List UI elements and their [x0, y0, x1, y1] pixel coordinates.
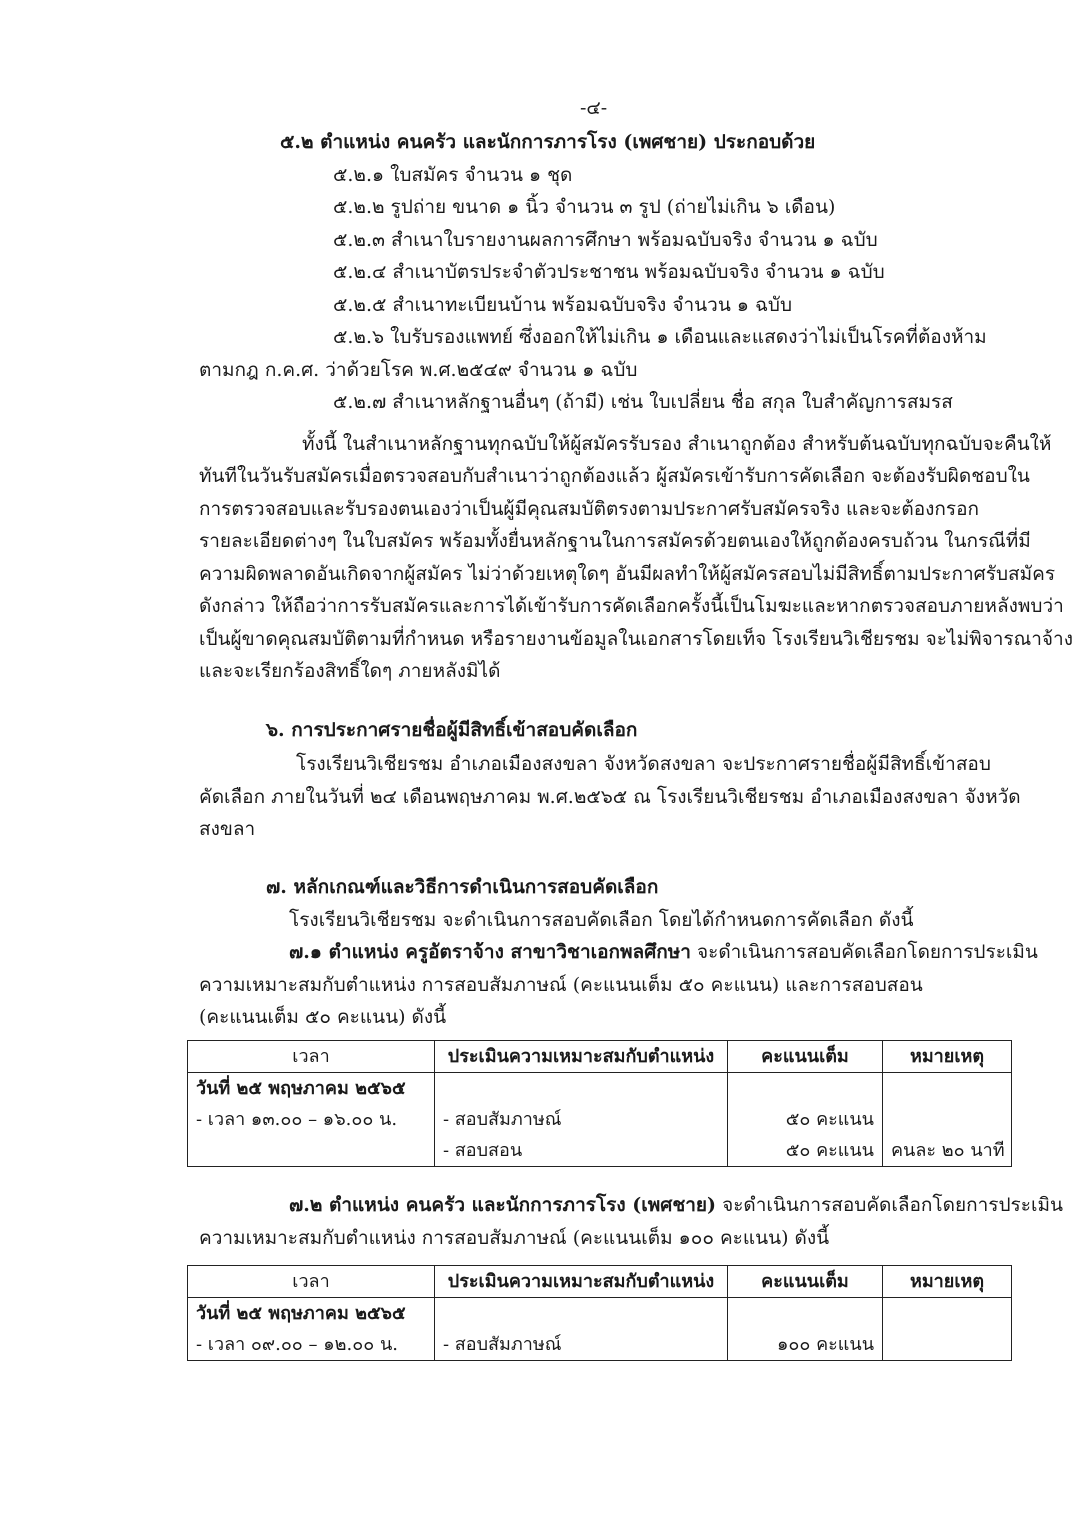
list-item: ๕.๒.๒ รูปถ่าย ขนาด ๑ นิ้ว จำนวน ๓ รูป (ถ่ายไม่เกิน ๖ เดือน): [333, 196, 836, 218]
table-header-cell: เวลา: [188, 1041, 435, 1073]
table-cell: [435, 1298, 728, 1330]
notice-line: รายละเอียดต่างๆ ในใบสมัคร พร้อมทั้งยื่นหลักฐานในการสมัครด้วยตนเองให้ถูกต้องครบถ้วน ในกรณีที่มี: [199, 530, 1031, 552]
table-cell-time: - เวลา ๑๓.๐๐ – ๑๖.๐๐ น.: [188, 1104, 435, 1135]
table-cell: [883, 1298, 1012, 1330]
list-item: ๕.๒.๑ ใบสมัคร จำนวน ๑ ชุด: [333, 164, 573, 186]
table-row: [188, 1329, 1012, 1361]
section-6-line: โรงเรียนวิเชียรชม อำเภอเมืองสงขลา จังหวัดสงขลา จะประกาศรายชื่อผู้มีสิทธิ์เข้าสอบ: [296, 753, 991, 775]
table-cell-date: วันที่ ๒๕ พฤษภาคม ๒๕๖๕: [188, 1073, 435, 1105]
table-cell-activity: - สอบสัมภาษณ์: [435, 1104, 728, 1135]
page-number: -๔-: [580, 97, 608, 119]
section-7-2-line: ความเหมาะสมกับตำแหน่ง การสอบสัมภาษณ์ (คะแนนเต็ม ๑๐๐ คะแนน) ดังนี้: [199, 1227, 830, 1249]
table-header-row: [188, 1041, 1012, 1073]
table-cell-activity: - สอบสัมภาษณ์: [435, 1329, 728, 1361]
table-cell: [188, 1135, 435, 1167]
table-header-cell: คะแนนเต็ม: [728, 1041, 883, 1073]
table-cell: [435, 1073, 728, 1105]
table-row: [188, 1135, 1012, 1167]
list-item: ๕.๒.๓ สำเนาใบรายงานผลการศึกษา พร้อมฉบับจริง จำนวน ๑ ฉบับ: [333, 229, 878, 251]
list-item: ๕.๒.๖ ใบรับรองแพทย์ ซึ่งออกให้ไม่เกิน ๑ เดือนและแสดงว่าไม่เป็นโรคที่ต้องห้าม: [333, 326, 987, 348]
table-cell-score: ๑๐๐ คะแนน: [728, 1329, 883, 1361]
section-7-1-line: ความเหมาะสมกับตำแหน่ง การสอบสัมภาษณ์ (คะแนนเต็ม ๕๐ คะแนน) และการสอบสอน: [199, 974, 923, 996]
section-6-line: คัดเลือก ภายในวันที่ ๒๔ เดือนพฤษภาคม พ.ศ.๒๕๖๕ ณ โรงเรียนวิเชียรชม อำเภอเมืองสงขลา จังหวัด: [199, 786, 1021, 808]
table-cell-note: คนละ ๒๐ นาที: [883, 1135, 1012, 1167]
notice-line: เป็นผู้ขาดคุณสมบัติตามที่กำหนด หรือรายงานข้อมูลในเอกสารโดยเท็จ โรงเรียนวิเชียรชม จะไม่พิจารณาจ้าง: [199, 628, 1073, 650]
table-header-row: [188, 1266, 1012, 1298]
notice-line: ดังกล่าว ให้ถือว่าการรับสมัครและการได้เข้ารับการคัดเลือกครั้งนี้เป็นโมฆะและหากตรวจสอบภายหลังพบว่า: [199, 595, 1064, 617]
table-cell-note: [883, 1329, 1012, 1361]
notice-line: และจะเรียกร้องสิทธิ์ใดๆ ภายหลังมิได้: [199, 660, 501, 682]
notice-line: การตรวจสอบและรับรองตนเองว่าเป็นผู้มีคุณสมบัติตรงตามประกาศรับสมัครจริง และจะต้องกรอก: [199, 498, 980, 520]
notice-line: ความผิดพลาดอันเกิดจากผู้สมัคร ไม่ว่าด้วยเหตุใดๆ อันมีผลทำให้ผู้สมัครสอบไม่มีสิทธิ์ตามประกาศรับสมัคร: [199, 563, 1056, 585]
section-7-1-line: [289, 938, 1038, 966]
notice-line: ทันทีในวันรับสมัครเมื่อตรวจสอบกับสำเนาว่าถูกต้องแล้ว ผู้สมัครเข้ารับการคัดเลือก จะต้องรับผิดชอบใน: [199, 465, 1030, 487]
table-cell: [728, 1298, 883, 1330]
table-row: [188, 1073, 1012, 1105]
table-header-cell: หมายเหตุ: [883, 1266, 1012, 1298]
table-header-cell: เวลา: [188, 1266, 435, 1298]
list-item-continuation: ตามกฎ ก.ค.ศ. ว่าด้วยโรค พ.ศ.๒๕๔๙ จำนวน ๑ ฉบับ: [199, 359, 638, 381]
schedule-table-7-1: [187, 1040, 1012, 1167]
table-row: [188, 1298, 1012, 1330]
section-7-intro: โรงเรียนวิเชียรชม จะดำเนินการสอบคัดเลือก โดยได้กำหนดการคัดเลือก ดังนี้: [289, 909, 914, 931]
list-item: ๕.๒.๗ สำเนาหลักฐานอื่นๆ (ถ้ามี) เช่น ใบเปลี่ยน ชื่อ สกุล ใบสำคัญการสมรส: [333, 391, 953, 413]
section-7-2-text: จะดำเนินการสอบคัดเลือกโดยการประเมิน: [716, 1194, 1063, 1216]
table-row: [188, 1104, 1012, 1135]
section-7-1-line: (คะแนนเต็ม ๕๐ คะแนน) ดังนี้: [199, 1006, 447, 1028]
section-6-heading: ๖. การประกาศรายชื่อผู้มีสิทธิ์เข้าสอบคัดเลือก: [266, 719, 638, 741]
list-item: ๕.๒.๕ สำเนาทะเบียนบ้าน พร้อมฉบับจริง จำนวน ๑ ฉบับ: [333, 294, 793, 316]
table-cell-note: [883, 1104, 1012, 1135]
table-cell-date: วันที่ ๒๕ พฤษภาคม ๒๕๖๕: [188, 1298, 435, 1330]
section-7-1-title: ๗.๑ ตำแหน่ง ครูอัตราจ้าง สาขาวิชาเอกพลศึกษา: [289, 941, 691, 963]
section-7-1-text: จะดำเนินการสอบคัดเลือกโดยการประเมิน: [690, 941, 1038, 963]
notice-line: ทั้งนี้ ในสำเนาหลักฐานทุกฉบับให้ผู้สมัครรับรอง สำเนาถูกต้อง สำหรับต้นฉบับทุกฉบับจะคืนให้: [302, 433, 1052, 455]
section-7-2-line: [289, 1191, 1063, 1219]
schedule-table-7-2: [187, 1265, 1012, 1361]
table-header-cell: คะแนนเต็ม: [728, 1266, 883, 1298]
section-5-2-heading: ๕.๒ ตำแหน่ง คนครัว และนักการภารโรง (เพศชาย) ประกอบด้วย: [280, 131, 816, 153]
section-7-2-title: ๗.๒ ตำแหน่ง คนครัว และนักการภารโรง (เพศชาย): [289, 1194, 717, 1216]
table-header-cell: ประเมินความเหมาะสมกับตำแหน่ง: [435, 1041, 728, 1073]
list-item: ๕.๒.๔ สำเนาบัตรประจำตัวประชาชน พร้อมฉบับจริง จำนวน ๑ ฉบับ: [333, 261, 885, 283]
table-cell-score: ๕๐ คะแนน: [728, 1135, 883, 1167]
table-cell: [883, 1073, 1012, 1105]
table-cell-score: ๕๐ คะแนน: [728, 1104, 883, 1135]
section-6-line: สงขลา: [199, 818, 256, 840]
table-header-cell: ประเมินความเหมาะสมกับตำแหน่ง: [435, 1266, 728, 1298]
section-7-heading: ๗. หลักเกณฑ์และวิธีการดำเนินการสอบคัดเลือก: [266, 876, 659, 898]
table-cell-activity: - สอบสอน: [435, 1135, 728, 1167]
table-cell-time: - เวลา ๐๙.๐๐ – ๑๒.๐๐ น.: [188, 1329, 435, 1361]
table-cell: [728, 1073, 883, 1105]
table-header-cell: หมายเหตุ: [883, 1041, 1012, 1073]
